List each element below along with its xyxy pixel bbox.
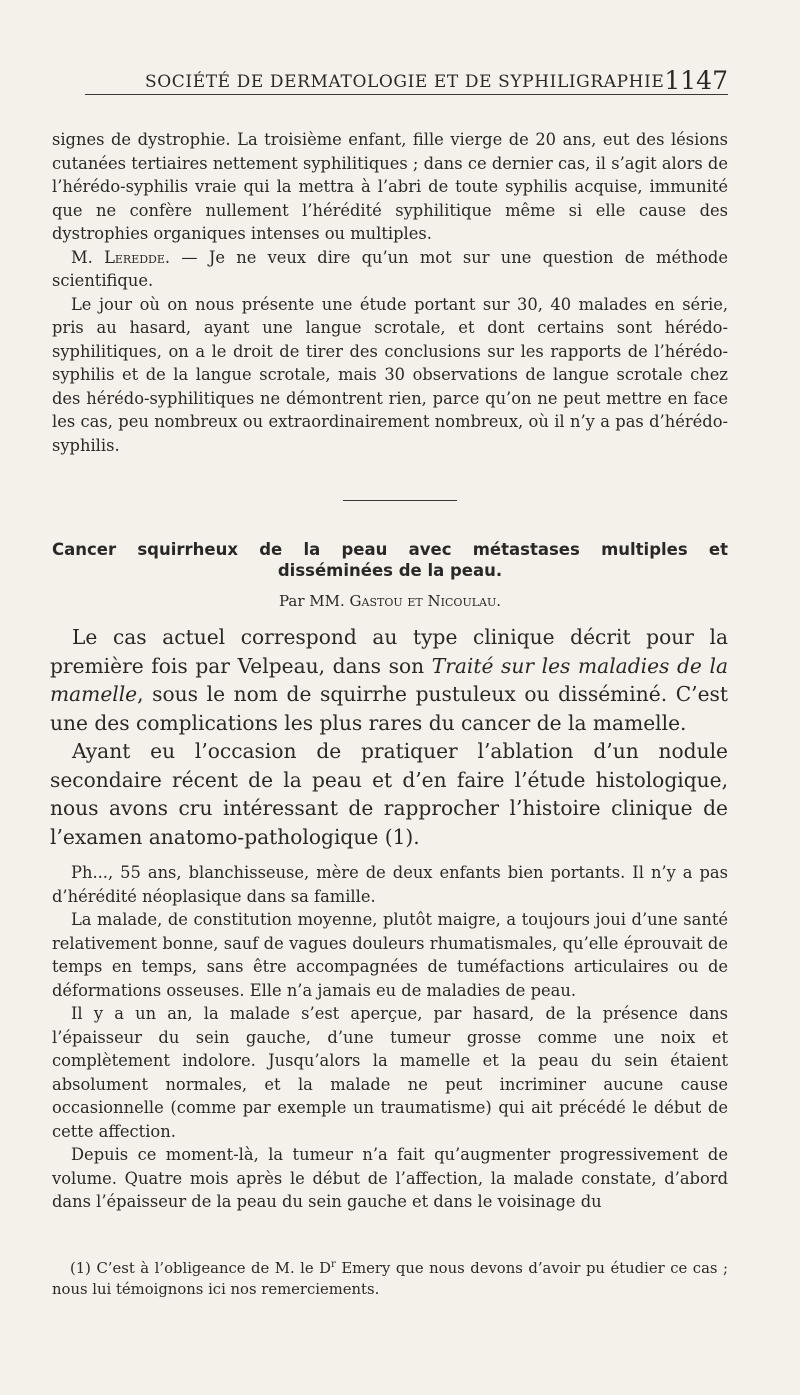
title-word: et [708,540,728,559]
header-title: SOCIÉTÉ DE DERMATOLOGIE ET DE SYPHILIGRAPHIE [145,72,665,92]
title-line-2: disséminées de la peau. [277,561,503,580]
paragraph-leredde [52,246,728,293]
section-divider [343,500,457,501]
title-word: avec [408,540,452,559]
case-section [52,861,728,1214]
large-section [50,623,728,851]
paragraph-method: Le jour où on nous présente une étude portant sur 30, 40 malades en série, pris au hasard, ayant une langue scrotale, et dont certains sont hérédo-syphilitiques, on a le droit de tirer des conclusions sur les rapports de l’hérédo-syphilis et de la langue scrotale, mais 30 observations de langue scrotale chez des hérédo-syphilitiques ne démontrent rien, parce qu’on ne peut mettre en face les cas, peu nombreux ou extraordinairement nombreux, où il n’y a pas d’hérédo-syphilis. [52,294,728,455]
intro-text-a: Le cas actuel correspond au type clinique décrit pour la première fois par Velpeau, dans son [50,625,728,678]
footnote-text-b: Emery que nous devons d’avoir pu étudier ce cas ; nous lui témoignons ici nos remerciements. [52,1259,728,1298]
title-word: la [303,540,321,559]
footnote-text [52,1254,728,1300]
article-authors [52,592,728,610]
top-section [52,128,728,457]
article-title [52,539,728,581]
title-word: métastases [472,540,580,559]
title-word: Cancer [52,540,117,559]
footnote [52,1254,728,1300]
paragraph-ablation: Ayant eu l’occasion de pratiquer l’ablation d’un nodule secondaire récent de la peau et d’en faire l’étude histologique, nous avons cru intéressant de rapprocher l’histoire clinique de l’examen anatomo-pathologique (1). [50,739,728,849]
paragraph-continuation: signes de dystrophie. La troisième enfant, fille vierge de 20 ans, eut des lésions cutanées tertiaires nettement syphilitiques ; dans ce dernier cas, il s’agit alors de l’hérédo-syphilis vraie qui la mettra à l’abri de toute syphilis acquise, immunité que ne confère nullement l’hérédité syphilitique même si elle cause des dystrophies organiques intenses ou multiples. [52,130,728,243]
paragraph-patient: Ph..., 55 ans, blanchisseuse, mère de deux enfants bien portants. Il n’y a pas d’hérédité néoplasique dans sa famille. [52,863,728,906]
title-word: multiples [601,540,688,559]
page-number: 1147 [664,66,728,95]
speaker-text: — Je ne veux dire qu’un mot sur une question de méthode scientifique. [52,247,728,290]
paragraph-intro [50,623,728,737]
speaker-name: M. Leredde. [71,247,171,267]
title-word: squirrheux [137,540,238,559]
paragraph-progression: Depuis ce moment-là, la tumeur n’a fait qu’augmenter progressivement de volume. Quatre mois après le début de l’affection, la malade constate, d’abord dans l’épaisseur de la peau du sein gauche et dans le voisinage du [52,1145,728,1211]
title-word: peau [341,540,388,559]
title-line-1 [52,539,728,560]
book-title: Traité sur les maladies de la mamelle [50,653,728,706]
running-header [85,66,728,95]
paragraph-onset: Il y a un an, la malade s’est aperçue, par hasard, de la présence dans l’épaisseur du sein gauche, d’une tumeur grosse comme une noix et complètement indolore. Jusqu’alors la mamelle et la peau du sein étaient absolument normales, et la malade ne peut incriminer aucune cause occasionnelle (comme par exemple un traumatisme) qui ait précédé le début de cette affection. [52,1004,728,1141]
title-word: de [259,540,283,559]
authors-prefix: Par MM. [278,592,350,610]
intro-text-b: , sous le nom de squirrhe pustuleux ou disséminé. C’est une des complications les plus rares du cancer de la mamelle. [50,682,728,735]
authors-names: Gastou et Nicoulau. [349,592,501,610]
footnote-text-a: (1) C’est à l’obligeance de M. le D [70,1259,332,1277]
paragraph-history: La malade, de constitution moyenne, plutôt maigre, a toujours joui d’une santé relativement bonne, sauf de vagues douleurs rhumatismales, qu’elle éprouvait de temps en temps, sans être accompagnées de tuméfactions articulaires ou de déformations osseuses. Elle n’a jamais eu de maladies de peau. [52,910,728,1000]
footnote-sup: r [331,1259,336,1270]
